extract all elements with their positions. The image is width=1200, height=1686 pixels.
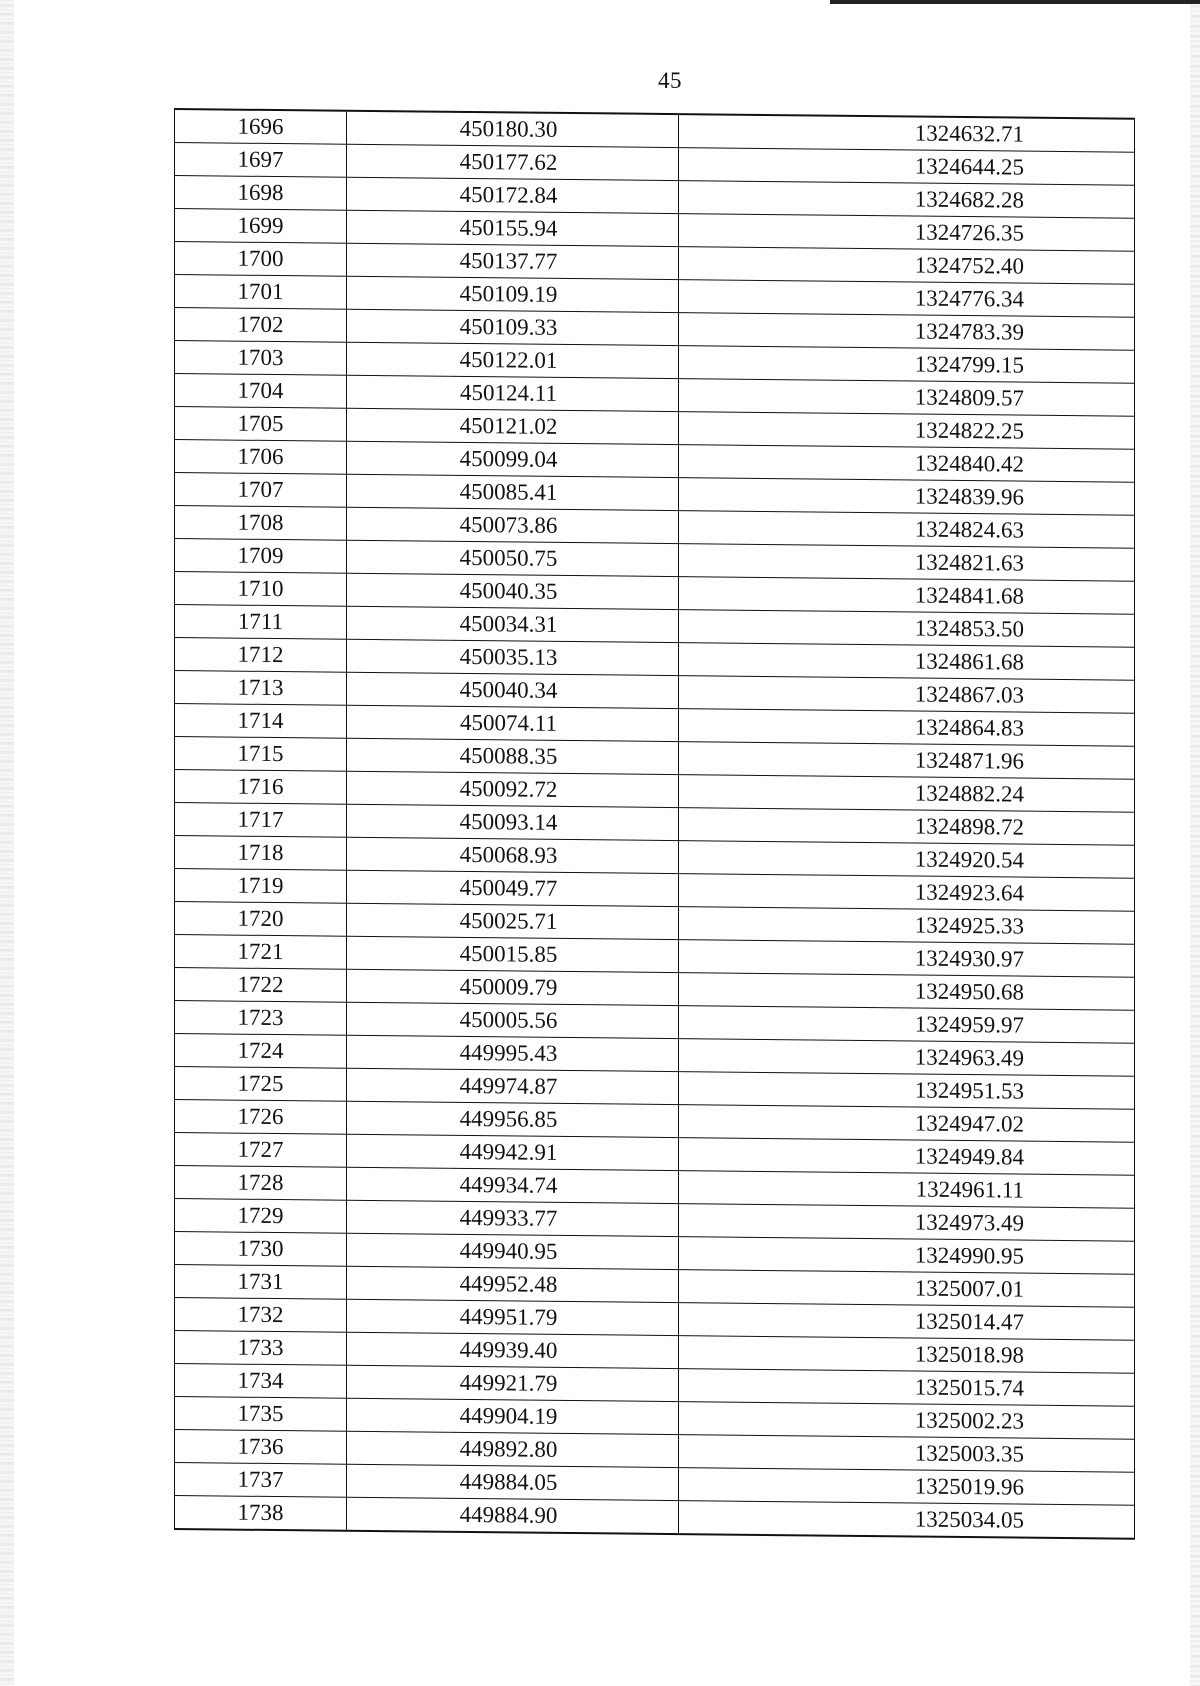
y-coordinate-cell: 1324824.63 bbox=[679, 511, 1135, 549]
point-number-cell: 1736 bbox=[175, 1430, 347, 1465]
y-coordinate-cell: 1324861.68 bbox=[679, 643, 1135, 681]
x-coordinate-cell: 450085.41 bbox=[347, 474, 679, 510]
point-number-cell: 1724 bbox=[175, 1034, 347, 1069]
y-coordinate-cell: 1324839.96 bbox=[679, 478, 1135, 516]
x-coordinate-cell: 450180.30 bbox=[347, 111, 679, 148]
point-number-cell: 1725 bbox=[175, 1067, 347, 1102]
y-coordinate-cell: 1325007.01 bbox=[679, 1270, 1135, 1308]
y-coordinate-cell: 1325034.05 bbox=[679, 1501, 1135, 1539]
point-number-cell: 1703 bbox=[175, 341, 347, 376]
x-coordinate-cell: 450074.11 bbox=[347, 705, 679, 741]
y-coordinate-cell: 1324783.39 bbox=[679, 313, 1135, 351]
scan-edge-right bbox=[1190, 0, 1200, 1686]
x-coordinate-cell: 450009.79 bbox=[347, 969, 679, 1005]
y-coordinate-cell: 1324644.25 bbox=[679, 148, 1135, 186]
point-number-cell: 1721 bbox=[175, 935, 347, 970]
point-number-cell: 1708 bbox=[175, 506, 347, 541]
x-coordinate-cell: 449952.48 bbox=[347, 1266, 679, 1302]
top-rule bbox=[830, 0, 1200, 4]
x-coordinate-cell: 449884.90 bbox=[347, 1497, 679, 1534]
point-number-cell: 1696 bbox=[175, 109, 347, 144]
x-coordinate-cell: 450172.84 bbox=[347, 177, 679, 213]
coordinates-table-body bbox=[175, 109, 1135, 1539]
x-coordinate-cell: 450093.14 bbox=[347, 804, 679, 840]
x-coordinate-cell: 449884.05 bbox=[347, 1464, 679, 1500]
y-coordinate-cell: 1325003.35 bbox=[679, 1435, 1135, 1473]
point-number-cell: 1716 bbox=[175, 770, 347, 805]
coordinates-table-wrapper bbox=[174, 108, 1135, 1540]
point-number-cell: 1722 bbox=[175, 968, 347, 1003]
x-coordinate-cell: 450015.85 bbox=[347, 936, 679, 972]
point-number-cell: 1714 bbox=[175, 704, 347, 739]
x-coordinate-cell: 450121.02 bbox=[347, 408, 679, 444]
x-coordinate-cell: 450177.62 bbox=[347, 144, 679, 180]
x-coordinate-cell: 449951.79 bbox=[347, 1299, 679, 1335]
y-coordinate-cell: 1324923.64 bbox=[679, 874, 1135, 912]
point-number-cell: 1728 bbox=[175, 1166, 347, 1201]
y-coordinate-cell: 1324682.28 bbox=[679, 181, 1135, 219]
point-number-cell: 1705 bbox=[175, 407, 347, 442]
x-coordinate-cell: 450137.77 bbox=[347, 243, 679, 279]
page-number: 45 bbox=[658, 68, 682, 93]
point-number-cell: 1715 bbox=[175, 737, 347, 772]
y-coordinate-cell: 1325015.74 bbox=[679, 1369, 1135, 1407]
y-coordinate-cell: 1324930.97 bbox=[679, 940, 1135, 978]
y-coordinate-cell: 1324809.57 bbox=[679, 379, 1135, 417]
y-coordinate-cell: 1325002.23 bbox=[679, 1402, 1135, 1440]
point-number-cell: 1738 bbox=[175, 1496, 347, 1531]
point-number-cell: 1710 bbox=[175, 572, 347, 607]
x-coordinate-cell: 450122.01 bbox=[347, 342, 679, 378]
x-coordinate-cell: 450088.35 bbox=[347, 738, 679, 774]
y-coordinate-cell: 1324951.53 bbox=[679, 1072, 1135, 1110]
x-coordinate-cell: 450124.11 bbox=[347, 375, 679, 411]
x-coordinate-cell: 450092.72 bbox=[347, 771, 679, 807]
x-coordinate-cell: 449933.77 bbox=[347, 1200, 679, 1236]
point-number-cell: 1719 bbox=[175, 869, 347, 904]
point-number-cell: 1731 bbox=[175, 1265, 347, 1300]
x-coordinate-cell: 450155.94 bbox=[347, 210, 679, 246]
x-coordinate-cell: 450040.34 bbox=[347, 672, 679, 708]
x-coordinate-cell: 449939.40 bbox=[347, 1332, 679, 1368]
point-number-cell: 1727 bbox=[175, 1133, 347, 1168]
x-coordinate-cell: 449892.80 bbox=[347, 1431, 679, 1467]
point-number-cell: 1702 bbox=[175, 308, 347, 343]
x-coordinate-cell: 449904.19 bbox=[347, 1398, 679, 1434]
x-coordinate-cell: 450049.77 bbox=[347, 870, 679, 906]
x-coordinate-cell: 450005.56 bbox=[347, 1002, 679, 1038]
point-number-cell: 1729 bbox=[175, 1199, 347, 1234]
y-coordinate-cell: 1324990.95 bbox=[679, 1237, 1135, 1275]
point-number-cell: 1712 bbox=[175, 638, 347, 673]
point-number-cell: 1733 bbox=[175, 1331, 347, 1366]
point-number-cell: 1701 bbox=[175, 275, 347, 310]
x-coordinate-cell: 449956.85 bbox=[347, 1101, 679, 1137]
point-number-cell: 1726 bbox=[175, 1100, 347, 1135]
y-coordinate-cell: 1324822.25 bbox=[679, 412, 1135, 450]
y-coordinate-cell: 1324799.15 bbox=[679, 346, 1135, 384]
x-coordinate-cell: 450109.19 bbox=[347, 276, 679, 312]
y-coordinate-cell: 1324973.49 bbox=[679, 1204, 1135, 1242]
point-number-cell: 1732 bbox=[175, 1298, 347, 1333]
x-coordinate-cell: 449940.95 bbox=[347, 1233, 679, 1269]
y-coordinate-cell: 1324726.35 bbox=[679, 214, 1135, 252]
y-coordinate-cell: 1324632.71 bbox=[679, 114, 1135, 152]
y-coordinate-cell: 1324925.33 bbox=[679, 907, 1135, 945]
y-coordinate-cell: 1325014.47 bbox=[679, 1303, 1135, 1341]
y-coordinate-cell: 1324853.50 bbox=[679, 610, 1135, 648]
point-number-cell: 1698 bbox=[175, 176, 347, 211]
y-coordinate-cell: 1324950.68 bbox=[679, 973, 1135, 1011]
coordinates-table bbox=[174, 108, 1135, 1540]
point-number-cell: 1713 bbox=[175, 671, 347, 706]
x-coordinate-cell: 450109.33 bbox=[347, 309, 679, 345]
point-number-cell: 1707 bbox=[175, 473, 347, 508]
x-coordinate-cell: 449921.79 bbox=[347, 1365, 679, 1401]
y-coordinate-cell: 1324920.54 bbox=[679, 841, 1135, 879]
y-coordinate-cell: 1325018.98 bbox=[679, 1336, 1135, 1374]
x-coordinate-cell: 450034.31 bbox=[347, 606, 679, 642]
point-number-cell: 1720 bbox=[175, 902, 347, 937]
x-coordinate-cell: 449934.74 bbox=[347, 1167, 679, 1203]
y-coordinate-cell: 1324867.03 bbox=[679, 676, 1135, 714]
y-coordinate-cell: 1324882.24 bbox=[679, 775, 1135, 813]
y-coordinate-cell: 1324871.96 bbox=[679, 742, 1135, 780]
x-coordinate-cell: 450050.75 bbox=[347, 540, 679, 576]
x-coordinate-cell: 450073.86 bbox=[347, 507, 679, 543]
point-number-cell: 1709 bbox=[175, 539, 347, 574]
scan-edge-left bbox=[0, 0, 14, 1686]
point-number-cell: 1704 bbox=[175, 374, 347, 409]
y-coordinate-cell: 1324898.72 bbox=[679, 808, 1135, 846]
x-coordinate-cell: 450068.93 bbox=[347, 837, 679, 873]
y-coordinate-cell: 1324959.97 bbox=[679, 1006, 1135, 1044]
point-number-cell: 1699 bbox=[175, 209, 347, 244]
point-number-cell: 1737 bbox=[175, 1463, 347, 1498]
x-coordinate-cell: 449942.91 bbox=[347, 1134, 679, 1170]
x-coordinate-cell: 450099.04 bbox=[347, 441, 679, 477]
x-coordinate-cell: 450025.71 bbox=[347, 903, 679, 939]
x-coordinate-cell: 450040.35 bbox=[347, 573, 679, 609]
point-number-cell: 1718 bbox=[175, 836, 347, 871]
point-number-cell: 1734 bbox=[175, 1364, 347, 1399]
x-coordinate-cell: 450035.13 bbox=[347, 639, 679, 675]
y-coordinate-cell: 1324947.02 bbox=[679, 1105, 1135, 1143]
point-number-cell: 1697 bbox=[175, 143, 347, 178]
point-number-cell: 1711 bbox=[175, 605, 347, 640]
y-coordinate-cell: 1324752.40 bbox=[679, 247, 1135, 285]
y-coordinate-cell: 1324963.49 bbox=[679, 1039, 1135, 1077]
point-number-cell: 1735 bbox=[175, 1397, 347, 1432]
y-coordinate-cell: 1324776.34 bbox=[679, 280, 1135, 318]
y-coordinate-cell: 1325019.96 bbox=[679, 1468, 1135, 1506]
x-coordinate-cell: 449995.43 bbox=[347, 1035, 679, 1071]
y-coordinate-cell: 1324841.68 bbox=[679, 577, 1135, 615]
y-coordinate-cell: 1324821.63 bbox=[679, 544, 1135, 582]
point-number-cell: 1700 bbox=[175, 242, 347, 277]
x-coordinate-cell: 449974.87 bbox=[347, 1068, 679, 1104]
y-coordinate-cell: 1324949.84 bbox=[679, 1138, 1135, 1176]
point-number-cell: 1730 bbox=[175, 1232, 347, 1267]
y-coordinate-cell: 1324961.11 bbox=[679, 1171, 1135, 1209]
point-number-cell: 1723 bbox=[175, 1001, 347, 1036]
y-coordinate-cell: 1324840.42 bbox=[679, 445, 1135, 483]
point-number-cell: 1706 bbox=[175, 440, 347, 475]
y-coordinate-cell: 1324864.83 bbox=[679, 709, 1135, 747]
point-number-cell: 1717 bbox=[175, 803, 347, 838]
